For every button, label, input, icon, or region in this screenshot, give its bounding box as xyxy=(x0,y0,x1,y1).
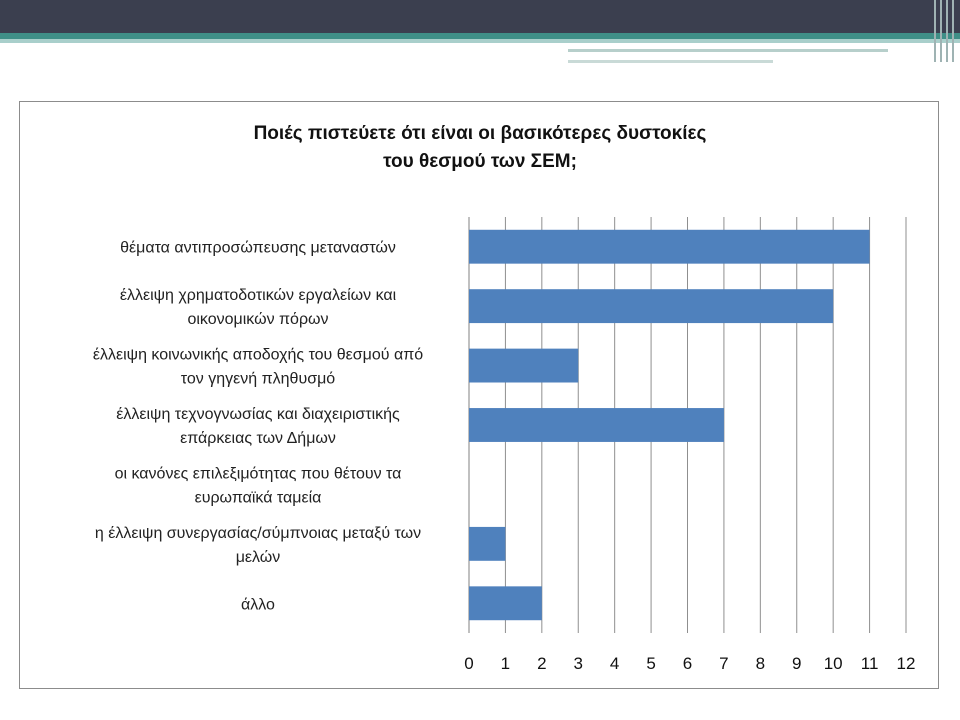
category-label: οι κανόνες επιλεξιμότητας που θέτουν τα xyxy=(114,465,402,483)
x-tick-label: 4 xyxy=(609,654,620,673)
category-label: έλλειψη κοινωνικής αποδοχής του θεσμού από xyxy=(92,346,424,364)
x-tick-label: 8 xyxy=(755,654,766,673)
x-tick-label: 9 xyxy=(792,654,802,673)
category-label: η έλλειψη συνεργασίας/σύμπνοιας μεταξύ των xyxy=(94,524,422,542)
bar xyxy=(469,408,724,442)
x-tick-label: 11 xyxy=(860,654,879,673)
category-label: μελών xyxy=(235,548,281,566)
bar xyxy=(469,230,870,264)
category-label: επάρκειας των Δήμων xyxy=(180,430,336,447)
bar xyxy=(469,289,833,323)
category-label: ευρωπαϊκά ταμεία xyxy=(194,489,322,507)
category-label: οικονομικών πόρων xyxy=(187,311,329,329)
x-tick-label: 2 xyxy=(537,654,547,673)
category-label: θέματα αντιπροσώπευσης μεταναστών xyxy=(120,239,396,257)
x-tick-label: 0 xyxy=(464,654,474,673)
category-labels xyxy=(93,240,423,614)
x-tick-label: 6 xyxy=(682,654,693,673)
x-tick-label: 7 xyxy=(719,654,729,673)
chart-title-line-1: Ποιές πιστεύετε ότι είναι οι βασικότερες δυστοκίες xyxy=(253,123,707,144)
category-label: έλλειψη χρηματοδοτικών εργαλείων και xyxy=(119,287,397,305)
bar xyxy=(469,527,505,561)
category-label: άλλο xyxy=(241,596,275,614)
bar xyxy=(469,349,578,383)
bar xyxy=(469,586,542,620)
x-tick-label: 12 xyxy=(896,654,916,673)
x-tick-label: 10 xyxy=(823,654,843,673)
x-tick-label: 5 xyxy=(646,654,656,673)
x-tick-label: 1 xyxy=(500,654,511,673)
category-label: τον γηγενή πληθυσμό xyxy=(180,370,336,388)
chart-title-line-2: του θεσμού των ΣΕΜ; xyxy=(383,151,577,172)
category-label: έλλειψη τεχνογνωσίας και διαχειριστικής xyxy=(116,406,400,423)
bars xyxy=(469,230,870,620)
x-tick-labels xyxy=(464,654,915,673)
x-tick-label: 3 xyxy=(573,654,583,673)
